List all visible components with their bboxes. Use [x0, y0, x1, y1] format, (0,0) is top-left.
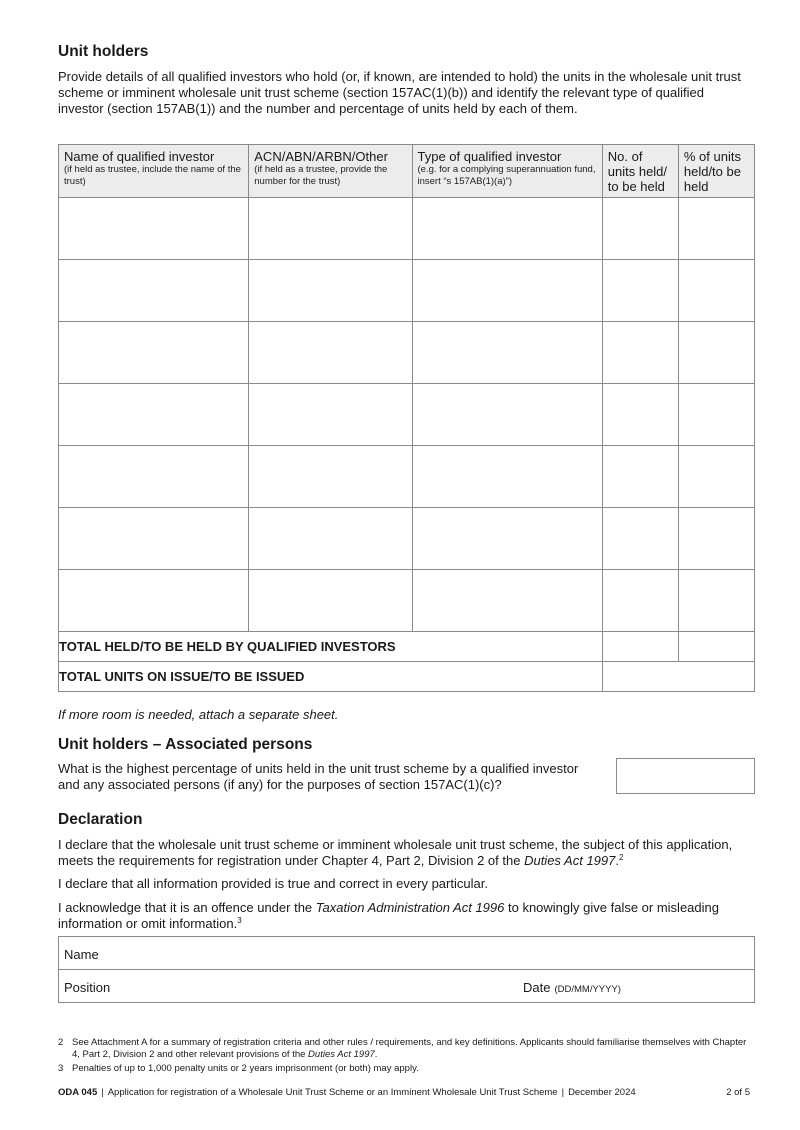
footnote-2-act: Duties Act 1997: [308, 1049, 375, 1060]
position-date-row: [59, 969, 754, 1002]
footnote-2-number: 2: [58, 1037, 64, 1048]
declaration-statement-1: [58, 837, 748, 869]
form-title: Application for registration of a Wholesale Unit Trust Scheme or an Imminent Wholesale Unit Trust Scheme: [107, 1087, 558, 1098]
acn-cell[interactable]: [249, 384, 412, 446]
col-header-acn: [249, 145, 412, 198]
unit-holders-heading: Unit holders: [58, 43, 149, 60]
col-header-percent: [678, 145, 754, 198]
declaration-statement-2: I declare that all information provided is true and correct in every particular.: [58, 876, 488, 891]
unit-holders-table: [58, 144, 755, 692]
footnote-2-text: [72, 1037, 755, 1061]
tax-admin-act-ref: Taxation Administration Act 1996: [315, 900, 505, 915]
acn-cell[interactable]: [249, 260, 412, 322]
associated-persons-heading: Unit holders – Associated persons: [58, 736, 313, 753]
unit-holders-intro: Provide details of all qualified investors who hold (or, if known, are intended to hold) the units in the wholesale unit trust scheme or imminent wholesale unit trust scheme (section 157AC(1)(b)) and identify the relevant type of qualified investor (section 157AB(1)) and the number and percentage of units held by each of them.: [58, 69, 741, 116]
units-held-cell[interactable]: [602, 260, 678, 322]
footnote-2-end: .: [374, 1049, 378, 1060]
investor-type-cell[interactable]: [412, 198, 602, 260]
percent-held-cell[interactable]: [678, 384, 754, 446]
total-held-label: TOTAL HELD/TO BE HELD BY QUALIFIED INVESTORS: [59, 632, 603, 662]
percent-held-cell[interactable]: [678, 508, 754, 570]
investor-name-cell[interactable]: [59, 260, 249, 322]
declaration-statement-3: [58, 900, 748, 932]
form-date: December 2024: [568, 1087, 636, 1098]
table-row: [59, 322, 755, 384]
footnote-ref-2: 2: [619, 853, 624, 862]
col-header-units: [602, 145, 678, 198]
col-header-percent-main: % of units held/to be held: [683, 149, 741, 194]
form-code: ODA 045: [58, 1087, 98, 1098]
col-header-type-main: Type of qualified investor: [417, 149, 562, 164]
units-held-cell[interactable]: [602, 322, 678, 384]
table-row: [59, 384, 755, 446]
col-header-acn-main: ACN/ABN/ARBN/Other: [254, 149, 388, 164]
table-row: [59, 198, 755, 260]
name-field[interactable]: [59, 937, 754, 969]
table-row: [59, 260, 755, 322]
units-held-cell[interactable]: [602, 198, 678, 260]
percent-held-cell[interactable]: [678, 260, 754, 322]
page-footer: [58, 1087, 755, 1098]
percent-held-cell[interactable]: [678, 198, 754, 260]
table-header-row: [59, 145, 755, 198]
duties-act-ref: Duties Act 1997: [524, 853, 616, 868]
investor-type-cell[interactable]: [412, 508, 602, 570]
acn-cell[interactable]: [249, 508, 412, 570]
percent-held-cell[interactable]: [678, 446, 754, 508]
col-header-name-sub: (if held as trustee, include the name of the trust): [64, 164, 241, 187]
total-held-percent-field[interactable]: [678, 632, 754, 662]
total-issue-label: TOTAL UNITS ON ISSUE/TO BE ISSUED: [59, 662, 603, 692]
investor-name-cell[interactable]: [59, 508, 249, 570]
percent-held-cell[interactable]: [678, 322, 754, 384]
footer-separator: |: [561, 1087, 565, 1098]
total-held-units-field[interactable]: [602, 632, 678, 662]
name-label: Name: [64, 947, 99, 962]
acn-cell[interactable]: [249, 570, 412, 632]
date-label: Date: [523, 980, 551, 995]
footnote-3: [58, 1063, 755, 1075]
date-field[interactable]: [523, 980, 621, 995]
date-format-hint: (DD/MM/YYYY): [554, 984, 621, 995]
footer-separator: |: [101, 1087, 104, 1098]
col-header-units-main: No. of units held/ to be held: [607, 149, 668, 194]
investor-name-cell[interactable]: [59, 446, 249, 508]
footnote-2: [58, 1037, 755, 1061]
page-number: 2 of 5: [726, 1087, 750, 1098]
footnote-3-text: Penalties of up to 1,000 penalty units or 2 years imprisonment (or both) may apply.: [72, 1063, 419, 1074]
position-label: Position: [64, 980, 111, 995]
col-header-type-sub: (e.g. for a complying superannuation fund, insert “s 157AB(1)(a)”): [417, 164, 596, 187]
col-header-name: [59, 145, 249, 198]
associated-persons-question: What is the highest percentage of units held in the unit trust scheme by a qualified investor and any associated persons (if any) for the purposes of section 157AC(1)(c)?: [58, 761, 579, 792]
investor-type-cell[interactable]: [412, 384, 602, 446]
units-held-cell[interactable]: [602, 384, 678, 446]
acn-cell[interactable]: [249, 446, 412, 508]
table-row: [59, 508, 755, 570]
units-held-cell[interactable]: [602, 446, 678, 508]
investor-name-cell[interactable]: [59, 198, 249, 260]
col-header-name-main: Name of qualified investor: [64, 149, 215, 164]
investor-name-cell[interactable]: [59, 570, 249, 632]
col-header-acn-sub: (if held as a trustee, provide the number for the trust): [254, 164, 388, 187]
investor-type-cell[interactable]: [412, 322, 602, 384]
more-room-note: If more room is needed, attach a separate sheet.: [58, 707, 339, 722]
acn-cell[interactable]: [249, 198, 412, 260]
investor-name-cell[interactable]: [59, 322, 249, 384]
investor-type-cell[interactable]: [412, 446, 602, 508]
table-row: [59, 446, 755, 508]
declaration-heading: Declaration: [58, 811, 143, 828]
declaration-3-text: I acknowledge that it is an offence under the: [58, 900, 316, 915]
footnote-2-body: See Attachment A for a summary of registration criteria and other rules / requirements, and key definitions. Applicants should familiarise themselves with Chapter 4, Part 2, Division 2 and other relevant provisions of the: [72, 1037, 747, 1060]
col-header-type: [412, 145, 602, 198]
investor-type-cell[interactable]: [412, 570, 602, 632]
total-issue-field[interactable]: [602, 662, 754, 692]
footnote-3-number: 3: [58, 1063, 64, 1074]
total-held-row: [59, 632, 755, 662]
percent-held-cell[interactable]: [678, 570, 754, 632]
table-row: [59, 570, 755, 632]
investor-name-cell[interactable]: [59, 384, 249, 446]
units-held-cell[interactable]: [602, 508, 678, 570]
signatory-box: [58, 936, 755, 1003]
acn-cell[interactable]: [249, 322, 412, 384]
declaration-1-text: I declare that the wholesale unit trust scheme or imminent wholesale unit trust scheme, the subject of this application, meets the requirements for registration under Chapter 4, Part 2, Division 2 of the: [58, 837, 733, 868]
declaration-1-end: .: [615, 853, 619, 868]
investor-type-cell[interactable]: [412, 260, 602, 322]
declaration-3-end: to knowingly give false or misleading information or omit information.: [58, 900, 719, 931]
footnote-ref-3: 3: [237, 916, 242, 925]
associated-percentage-field[interactable]: [616, 758, 755, 794]
units-held-cell[interactable]: [602, 570, 678, 632]
total-issue-row: [59, 662, 755, 692]
